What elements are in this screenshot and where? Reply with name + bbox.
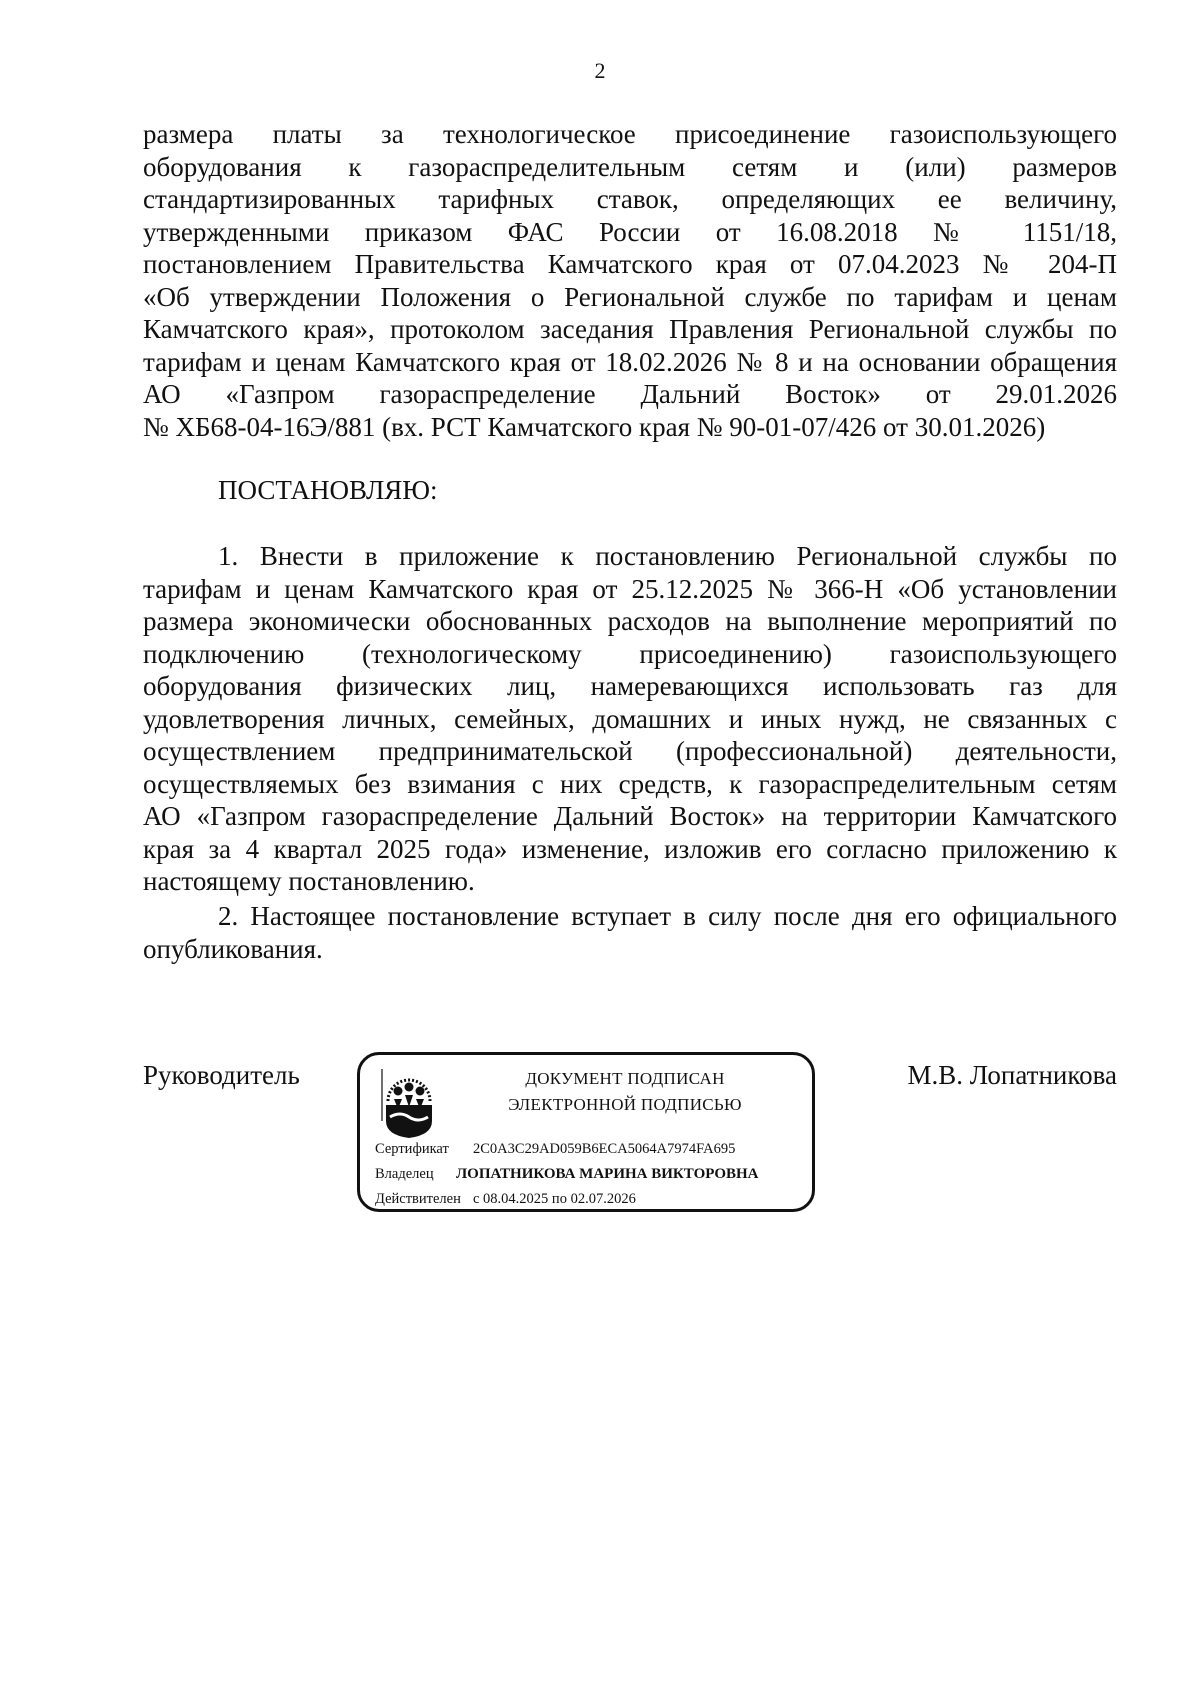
intro-line: Камчатского края», протоколом заседания Правления Региональной службы по [143,314,1117,344]
intro-line: АО «Газпром газораспределение Дальний Восток» от 29.01.2026 [143,379,1117,409]
item-line: 1. Внести в приложение к постановлению Региональной службы по [218,541,1117,571]
intro-line: № ХБ68-04-16Э/881 (вх. РСТ Камчатского края № 90-01-07/426 от 30.01.2026) [143,411,1046,442]
item-line: оборудования физических лиц, намеревающихся использовать газ для [143,671,1117,701]
item-line: осуществлением предпринимательской (профессиональной) деятельности, [143,736,1117,766]
item-line: размера экономически обоснованных расходов на выполнение мероприятий по [143,606,1117,636]
item-line: настоящему постановлению. [143,866,475,896]
coat-of-arms-icon [378,1065,440,1139]
intro-line: постановлением Правительства Камчатского края от 07.04.2023 № 204-П [143,249,1117,279]
intro-line: оборудования к газораспределительным сетям и (или) размеров [143,151,1117,182]
item-line: осуществляемых без взимания с них средств, к газораспределительным сетям [143,768,1117,799]
item-line: удовлетворения личных, семейных, домашних и иных нужд, не связанных с [143,703,1117,734]
stamp-title-line-2: ЭЛЕКТРОННОЙ ПОДПИСЬЮ [508,1095,742,1114]
stamp-title-line-1: ДОКУМЕНТ ПОДПИСАН [525,1069,725,1088]
intro-line: стандартизированных тарифных ставок, определяющих ее величину, [143,184,1117,214]
validity-value: с 08.04.2025 по 02.07.2026 [473,1191,636,1207]
decree-word: ПОСТАНОВЛЯЮ: [218,475,438,505]
owner-value: ЛОПАТНИКОВА МАРИНА ВИКТОРОВНА [456,1166,759,1182]
intro-line: «Об утверждении Положения о Региональной службе по тарифам и ценам [143,281,1117,312]
page-number: 2 [594,58,606,83]
item-line: АО «Газпром газораспределение Дальний Восток» на территории Камчатского [143,801,1117,831]
item-1-paragraph [143,540,1117,898]
item-2-paragraph [143,900,1117,965]
certificate-value: 2C0A3C29AD059B6ECA5064A7974FA695 [473,1141,736,1157]
certificate-label: Сертификат [375,1141,449,1157]
stamp-validity-row [375,1191,636,1208]
validity-label: Действителен [375,1191,461,1207]
electronic-signature-stamp [357,1052,815,1212]
intro-line: утвержденными приказом ФАС России от 16.08.2018 № 1151/18, [143,216,1117,247]
item-line: опубликования. [143,933,323,964]
item-line: тарифам и ценам Камчатского края от 25.12.2025 № 366-Н «Об установлении [143,573,1117,604]
signer-position: Руководитель [143,1060,300,1090]
item-line: 2. Настоящее постановление вступает в силу после дня его официального [218,901,1117,931]
intro-line: размера платы за технологическое присоединение газоиспользующего [143,119,1117,149]
owner-label: Владелец [375,1166,434,1182]
intro-line: тарифам и ценам Камчатского края от 18.02.2026 № 8 и на основании обращения [143,346,1117,377]
item-line: подключению (технологическому присоединению) газоиспользующего [143,638,1117,669]
stamp-owner-row [375,1166,759,1183]
stamp-certificate-row [375,1141,735,1158]
intro-paragraph [143,118,1117,443]
signer-name: М.В. Лопатникова [907,1060,1117,1090]
item-line: края за 4 квартал 2025 года» изменение, изложив его согласно приложению к [143,833,1117,864]
